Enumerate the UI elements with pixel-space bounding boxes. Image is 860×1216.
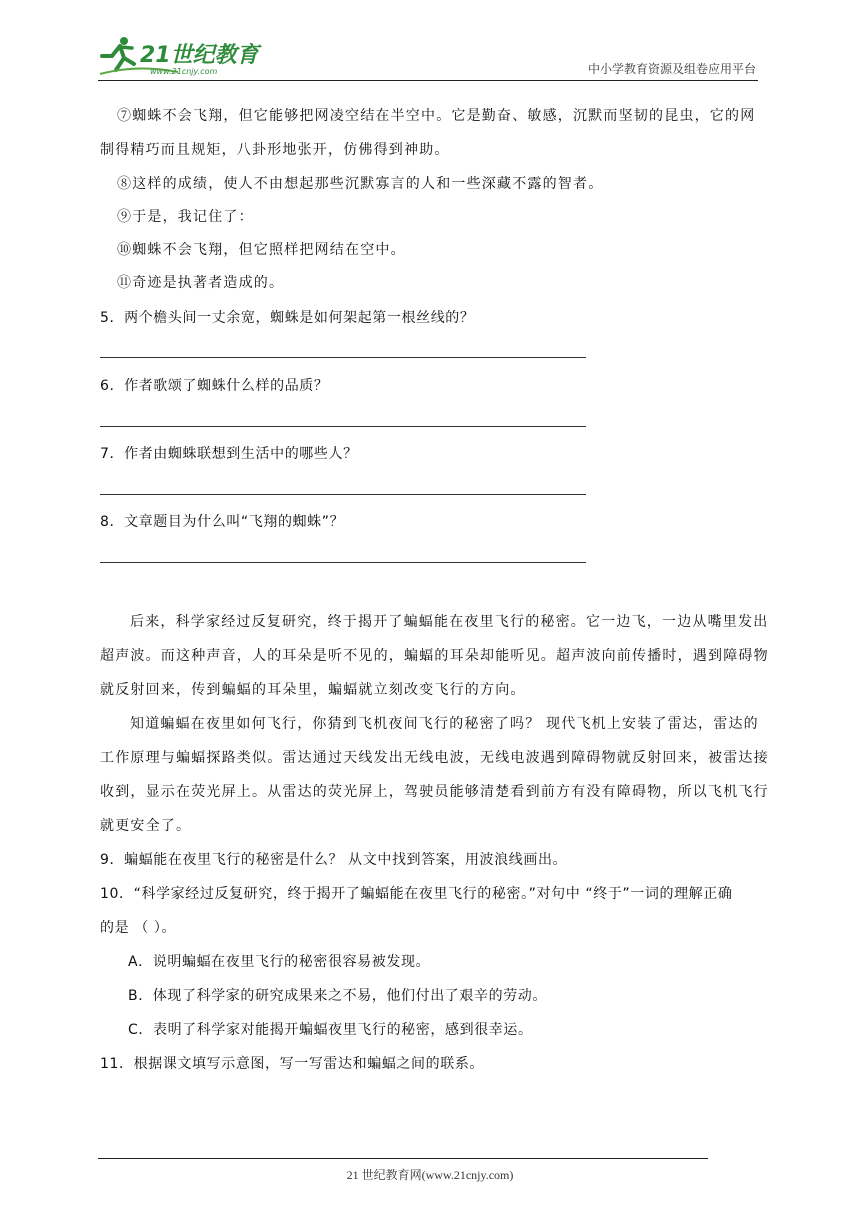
svg-text:21世纪教育: 21世纪教育	[140, 43, 259, 68]
question-7: 7．作者由蜘蛛联想到生活中的哪些人？	[100, 446, 358, 462]
option-c[interactable]: C．表明了科学家对能揭开蝙蝠夜里飞行的秘密，感到很幸运。	[128, 1022, 533, 1038]
runner-logo-icon	[98, 34, 268, 78]
svg-text:www.21cnjy.com: www.21cnjy.com	[150, 67, 218, 76]
paragraph-8: ⑧这样的成绩，使人不由想起那些沉默寡言的人和一些深藏不露的智者。	[117, 176, 604, 192]
paragraph-7-line-1: ⑦蜘蛛不会飞翔，但它能够把网凌空结在半空中。它是勤奋、敏感，沉默而坚韧的昆虫，它的网	[117, 108, 756, 124]
paragraph-10: ⑩蜘蛛不会飞翔，但它照样把网结在空中。	[117, 242, 406, 258]
footer-divider	[98, 1158, 708, 1159]
page-header	[98, 34, 758, 81]
passage-2-para-2-line-2: 工作原理与蝙蝠探路类似。雷达通过天线发出无线电波，无线电波遇到障碍物就反射回来，被雷达接	[100, 750, 769, 766]
passage-2-para-2-line-3: 收到，显示在荧光屏上。从雷达的荧光屏上，驾驶员能够清楚看到前方有没有障碍物，所以飞机飞行	[100, 784, 769, 800]
passage-2-para-1-line-1: 后来，科学家经过反复研究，终于揭开了蝙蝠能在夜里飞行的秘密。它一边飞，一边从嘴里发出	[130, 614, 769, 630]
paragraph-9: ⑨于是，我记住了：	[117, 209, 254, 225]
passage-2-para-2-line-1: 知道蝙蝠在夜里如何飞行，你猜到飞机夜间飞行的秘密了吗？ 现代飞机上安装了雷达，雷达的	[130, 716, 759, 732]
option-b[interactable]: B．体现了科学家的研究成果来之不易，他们付出了艰辛的劳动。	[128, 988, 548, 1004]
question-10-line-1: 10．“科学家经过反复研究，终于揭开了蝙蝠能在夜里飞行的秘密。”对句中 “终于”一词的理解正确	[100, 886, 733, 902]
paragraph-7-line-2: 制得精巧而且规矩，八卦形地张开，仿佛得到神助。	[100, 142, 450, 158]
logo	[98, 34, 268, 78]
footer-text: 21 世纪教育网(www.21cnjy.com)	[346, 1168, 514, 1182]
answer-line-8[interactable]	[100, 562, 586, 563]
question-8: 8．文章题目为什么叫“飞翔的蜘蛛”？	[100, 514, 345, 530]
option-a[interactable]: A．说明蝙蝠在夜里飞行的秘密很容易被发现。	[128, 954, 431, 970]
question-6: 6．作者歌颂了蜘蛛什么样的品质？	[100, 378, 329, 394]
question-11: 11．根据课文填写示意图，写一写雷达和蝙蝠之间的联系。	[100, 1056, 485, 1072]
question-5: 5．两个檐头间一丈余宽，蜘蛛是如何架起第一根丝线的？	[100, 310, 475, 326]
answer-line-6[interactable]	[100, 426, 586, 427]
answer-line-7[interactable]	[100, 494, 586, 495]
question-9: 9．蝙蝠能在夜里飞行的秘密是什么？ 从文中找到答案，用波浪线画出。	[100, 852, 568, 868]
question-10-line-2: 的是 （ ）。	[100, 920, 177, 936]
passage-2-para-1-line-3: 就反射回来，传到蝙蝠的耳朵里，蝙蝠就立刻改变飞行的方向。	[100, 682, 526, 698]
platform-name: 中小学教育资源及组卷应用平台	[587, 62, 756, 76]
paragraph-11: ⑪奇迹是执著者造成的。	[117, 275, 285, 291]
answer-line-5[interactable]	[100, 357, 586, 358]
passage-2-para-1-line-2: 超声波。而这种声音，人的耳朵是听不见的，蝙蝠的耳朵却能听见。超声波向前传播时，遇到障碍物	[100, 648, 769, 664]
passage-2-para-2-line-4: 就更安全了。	[100, 818, 192, 834]
